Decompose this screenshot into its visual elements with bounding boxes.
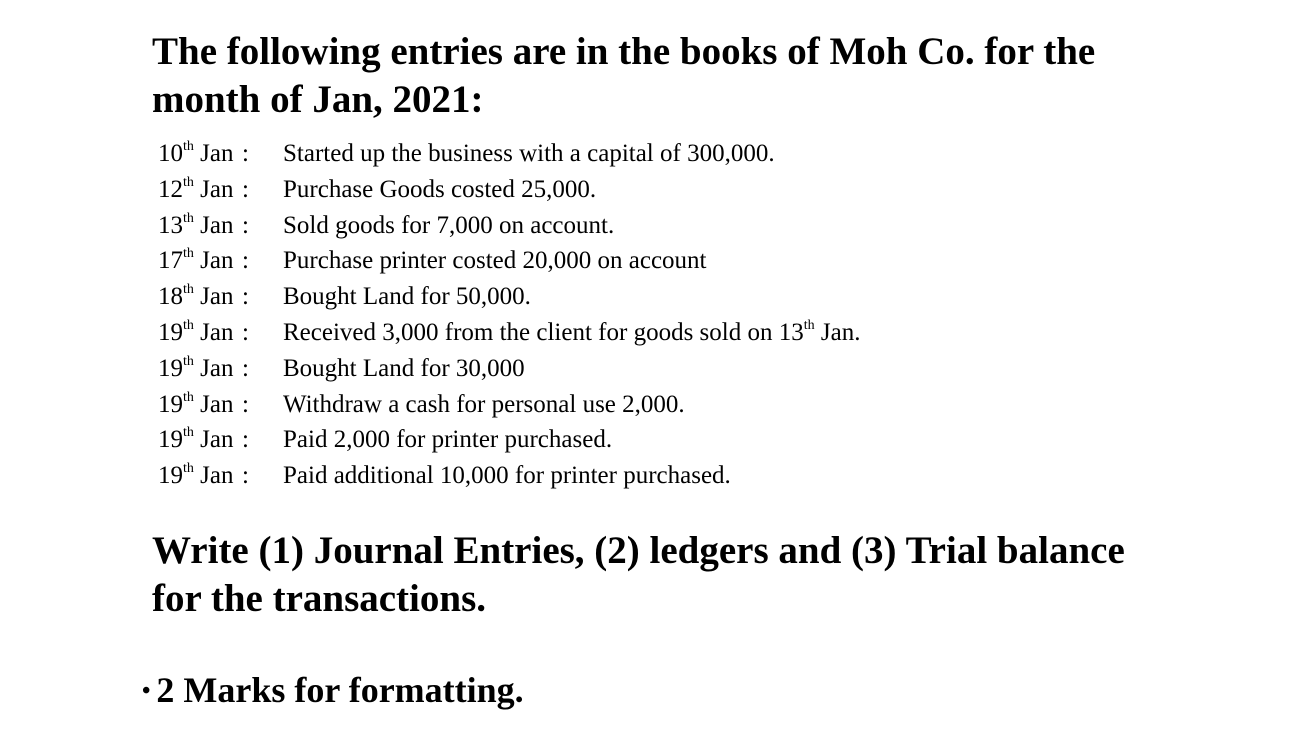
entry-day-suffix: th bbox=[183, 139, 194, 154]
entry-separator: : bbox=[242, 175, 249, 203]
entry-month: Jan bbox=[200, 175, 234, 203]
entry-description-text: Paid additional 10,000 for printer purchased. bbox=[283, 462, 731, 490]
entry-separator: : bbox=[242, 283, 249, 311]
entry-row bbox=[158, 243, 860, 279]
entry-description-text: Sold goods for 7,000 on account. bbox=[283, 211, 615, 239]
entry-description bbox=[283, 172, 596, 208]
entry-description bbox=[283, 422, 612, 458]
entry-separator: : bbox=[242, 462, 249, 490]
heading-task: Write (1) Journal Entries, (2) ledgers and (3) Trial balance for the transactions. bbox=[152, 529, 1125, 620]
entry-day-suffix: th bbox=[183, 317, 194, 333]
entry-description bbox=[283, 243, 707, 279]
entry-row bbox=[158, 208, 860, 244]
entry-description bbox=[283, 136, 775, 172]
entry-description-text: Paid 2,000 for printer purchased. bbox=[283, 426, 613, 454]
entry-day-suffix: th bbox=[183, 353, 194, 369]
entry-day-suffix: th bbox=[183, 461, 194, 477]
entry-date bbox=[158, 136, 242, 172]
entry-description-text: Purchase printer costed 20,000 on account bbox=[283, 247, 707, 275]
entry-row bbox=[158, 351, 860, 387]
entries-list bbox=[158, 136, 860, 494]
entry-row bbox=[158, 458, 860, 494]
entry-day: 19 bbox=[158, 318, 183, 346]
entry-description-text: Bought Land for 50,000. bbox=[283, 283, 531, 311]
entry-description bbox=[283, 387, 685, 423]
entry-row bbox=[158, 422, 860, 458]
entry-row bbox=[158, 279, 860, 315]
entry-month: Jan bbox=[200, 140, 234, 167]
entry-month: Jan bbox=[200, 318, 234, 346]
entry-month: Jan bbox=[200, 390, 234, 418]
entry-date bbox=[158, 422, 242, 458]
entry-month: Jan bbox=[200, 354, 234, 382]
entry-separator: : bbox=[242, 354, 249, 382]
entry-description bbox=[283, 458, 731, 494]
bullet-item bbox=[142, 668, 524, 713]
entry-description-tail: Jan. bbox=[814, 318, 861, 346]
entry-day: 19 bbox=[158, 462, 183, 490]
entry-separator: : bbox=[242, 390, 249, 418]
entry-date bbox=[158, 351, 242, 387]
entry-date bbox=[158, 172, 242, 208]
entry-month: Jan bbox=[200, 211, 234, 239]
entry-day: 19 bbox=[158, 390, 183, 418]
heading-intro: The following entries are in the books of Moh Co. for the month of Jan, 2021: bbox=[152, 30, 1096, 121]
entry-row bbox=[158, 315, 860, 351]
entry-date bbox=[158, 387, 242, 423]
entry-description-text: Bought Land for 30,000 bbox=[283, 354, 525, 382]
entry-day: 13 bbox=[158, 211, 183, 239]
entry-row bbox=[158, 172, 860, 208]
entry-day-suffix: th bbox=[183, 425, 194, 441]
entry-separator: : bbox=[242, 140, 249, 167]
entry-row bbox=[158, 136, 860, 172]
entry-date bbox=[158, 458, 242, 494]
entry-month: Jan bbox=[200, 283, 234, 311]
entry-date bbox=[158, 279, 242, 315]
entry-separator: : bbox=[242, 211, 249, 239]
entry-description-text: Purchase Goods costed 25,000. bbox=[283, 175, 597, 203]
entry-day: 19 bbox=[158, 426, 183, 454]
entry-description-text: Withdraw a cash for personal use 2,000. bbox=[283, 390, 685, 418]
entry-description-text: Received 3,000 from the client for goods sold on 13 bbox=[283, 318, 804, 346]
entry-day: 12 bbox=[158, 175, 183, 203]
entry-day-suffix: th bbox=[183, 246, 194, 262]
entry-day: 10 bbox=[158, 140, 183, 167]
bullet-dot-icon: • bbox=[142, 678, 151, 704]
entry-day: 18 bbox=[158, 283, 183, 311]
entry-month: Jan bbox=[200, 462, 234, 490]
entry-row bbox=[158, 387, 860, 423]
entry-day-suffix: th bbox=[183, 174, 194, 190]
entry-separator: : bbox=[242, 426, 249, 454]
entry-day-suffix: th bbox=[183, 282, 194, 298]
entry-day-suffix: th bbox=[183, 389, 194, 405]
entry-description-text: Started up the business with a capital of 300,000. bbox=[283, 140, 775, 167]
entry-month: Jan bbox=[200, 426, 234, 454]
entry-date bbox=[158, 208, 242, 244]
entry-date bbox=[158, 243, 242, 279]
entry-day: 19 bbox=[158, 354, 183, 382]
entry-description-suffix: th bbox=[803, 317, 815, 333]
entry-date bbox=[158, 315, 242, 351]
entry-day-suffix: th bbox=[183, 210, 194, 226]
entry-description bbox=[283, 315, 860, 351]
entry-separator: : bbox=[242, 318, 249, 346]
entry-description bbox=[283, 279, 531, 315]
entry-separator: : bbox=[242, 247, 249, 275]
entry-month: Jan bbox=[200, 247, 234, 275]
entry-description bbox=[283, 208, 614, 244]
entry-description bbox=[283, 351, 525, 387]
entry-day: 17 bbox=[158, 247, 183, 275]
bullet-text: 2 Marks for formatting. bbox=[156, 670, 524, 710]
